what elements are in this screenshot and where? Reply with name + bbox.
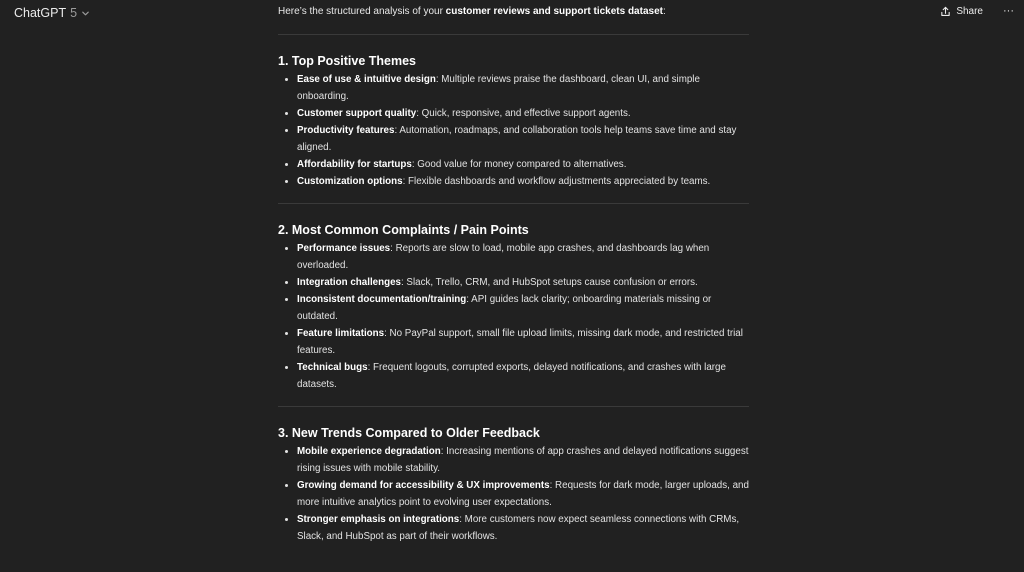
header-actions xyxy=(940,5,1014,17)
item-text: : Automation, roadmaps, and collaboration tools help teams save time and stay aligned. xyxy=(297,125,737,153)
item-text: : Increasing mentions of app crashes and delayed notifications suggest rising issues with mobile stability. xyxy=(297,446,749,474)
share-icon xyxy=(940,6,951,17)
section-title: 2. Most Common Complaints / Pain Points xyxy=(278,223,529,237)
model-version: 5 xyxy=(70,6,78,20)
share-button[interactable] xyxy=(940,6,983,17)
list-item xyxy=(297,240,749,274)
item-term: Stronger emphasis on integrations xyxy=(297,514,460,525)
item-term: Inconsistent documentation/training xyxy=(297,294,467,305)
divider xyxy=(278,203,749,204)
section-complaints xyxy=(278,222,749,393)
list-item xyxy=(297,156,749,173)
item-term: Customization options xyxy=(297,176,403,187)
section-title: 3. New Trends Compared to Older Feedback xyxy=(278,426,540,440)
item-text: : Requests for dark mode, larger uploads, and more intuitive analytics point to evolving user expectations. xyxy=(297,480,749,508)
model-name: ChatGPT xyxy=(14,6,67,20)
item-term: Productivity features xyxy=(297,125,395,136)
divider xyxy=(278,34,749,35)
section-positive-themes xyxy=(278,53,749,190)
item-term: Growing demand for accessibility & UX improvements xyxy=(297,480,550,491)
item-text: : Slack, Trello, CRM, and HubSpot setups cause confusion or errors. xyxy=(400,277,698,288)
model-selector[interactable] xyxy=(14,6,90,20)
item-term: Mobile experience degradation xyxy=(297,446,441,457)
list-item xyxy=(297,443,749,477)
item-term: Feature limitations xyxy=(297,328,385,339)
item-term: Ease of use & intuitive design xyxy=(297,74,436,85)
list-item xyxy=(297,511,749,545)
item-text: : No PayPal support, small file upload limits, missing dark mode, and restricted trial features. xyxy=(297,328,743,356)
more-options-button[interactable] xyxy=(1003,5,1014,17)
intro-bold: customer reviews and support tickets dataset xyxy=(445,6,663,17)
item-text: : Flexible dashboards and workflow adjustments appreciated by teams. xyxy=(402,176,711,187)
intro-tail: : xyxy=(662,6,666,17)
bullet-list xyxy=(278,443,749,545)
intro-lead: Here’s the structured analysis of your xyxy=(278,6,446,17)
list-item xyxy=(297,477,749,511)
list-item xyxy=(297,359,749,393)
section-new-trends xyxy=(278,425,749,545)
section-title: 1. Top Positive Themes xyxy=(278,54,417,68)
item-term: Performance issues xyxy=(297,243,391,254)
bullet-list xyxy=(278,71,749,190)
list-item xyxy=(297,105,749,122)
item-text: : Multiple reviews praise the dashboard, clean UI, and simple onboarding. xyxy=(297,74,700,102)
assistant-message xyxy=(278,0,749,545)
chevron-down-icon xyxy=(81,9,90,18)
item-term: Integration challenges xyxy=(297,277,401,288)
divider xyxy=(278,406,749,407)
item-text: : Quick, responsive, and effective support agents. xyxy=(416,108,631,119)
intro-text xyxy=(278,4,749,20)
bullet-list xyxy=(278,240,749,393)
list-item xyxy=(297,173,749,190)
item-text: : API guides lack clarity; onboarding materials missing or outdated. xyxy=(297,294,712,322)
list-item xyxy=(297,274,749,291)
list-item xyxy=(297,325,749,359)
item-term: Customer support quality xyxy=(297,108,417,119)
more-icon: ··· xyxy=(1003,5,1014,17)
item-text: : More customers now expect seamless connections with CRMs, Slack, and HubSpot as part of their workflows. xyxy=(297,514,740,542)
list-item xyxy=(297,291,749,325)
list-item xyxy=(297,71,749,105)
item-term: Technical bugs xyxy=(297,362,368,373)
item-term: Affordability for startups xyxy=(297,159,412,170)
share-label: Share xyxy=(956,5,983,17)
list-item xyxy=(297,122,749,156)
item-text: : Good value for money compared to alternatives. xyxy=(411,159,627,170)
item-text: : Reports are slow to load, mobile app crashes, and dashboards lag when overloaded. xyxy=(297,243,710,271)
item-text: : Frequent logouts, corrupted exports, delayed notifications, and crashes with large datasets. xyxy=(297,362,726,390)
